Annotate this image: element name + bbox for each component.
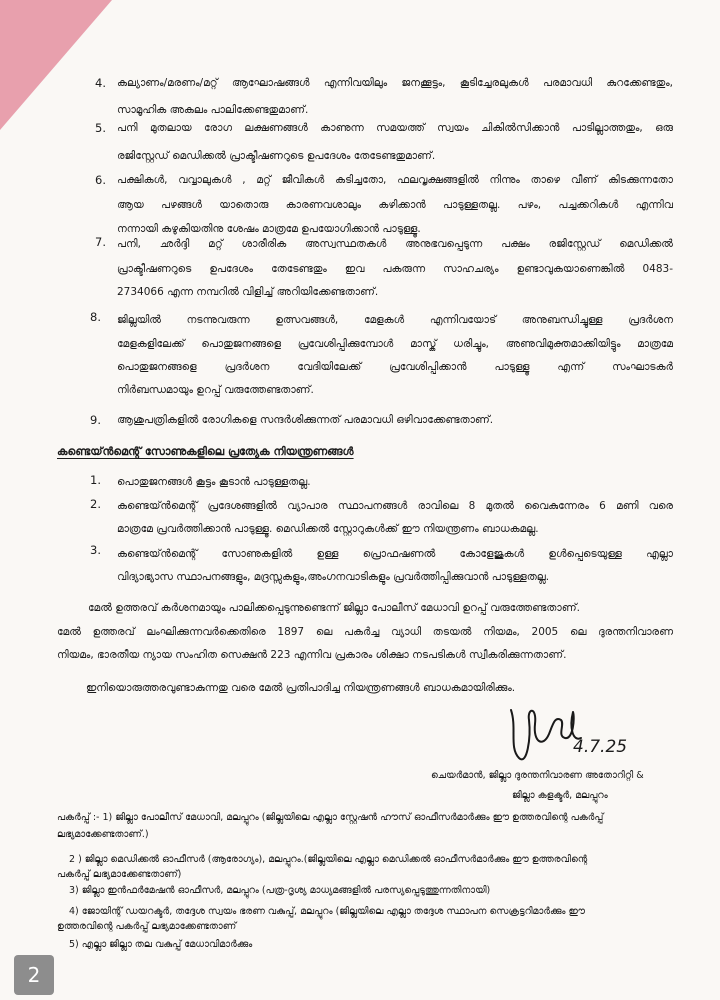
item-number: 9. bbox=[90, 413, 101, 427]
item-line: പൊതുജനങ്ങളെ പ്രദർശന വേദിയിലേക്ക് പ്രവേശിപ്പിക്കാൻ പാടുള്ളൂ എന്ന് സംഘാടകർ bbox=[117, 361, 673, 373]
signature bbox=[503, 698, 643, 768]
copy-line: 4) ജോയിന്റ് ഡയറക്ടർ, തദ്ദേശ സ്വയം ഭരണ വകുപ്പ്, മലപ്പുറം (ജില്ലയിലെ എല്ലാ തദ്ദേശ സ്ഥാപന സെക്രട്ടറിമാർക്കും ഈ bbox=[69, 906, 585, 917]
item-line: കണ്ടെയ്ൻമെന്റ് സോണുകളിൽ ഉള്ള പ്രൊഫഷണൽ കോളേജുകൾ ഉൾപ്പെടെയുള്ള എല്ലാ bbox=[117, 548, 673, 560]
section-heading: കണ്ടെയ്ൻമെന്റ് സോണുകളിലെ പ്രത്യേക നിയന്ത്രണങ്ങൾ bbox=[57, 445, 354, 458]
item-line: ആശുപത്രികളിൽ രോഗികളെ സന്ദർശിക്കുന്നത് പരമാവധി ഒഴിവാക്കേണ്ടതാണ്. bbox=[117, 414, 494, 426]
item-number: 4. bbox=[95, 76, 106, 90]
item-line: പനി മുതലായ രോഗ ലക്ഷണങ്ങൾ കാണുന്ന സമയത്ത് സ്വയം ചികിൽസിക്കാൻ പാടില്ലാത്തതും, ഒരു bbox=[117, 122, 673, 134]
item-line: ജില്ലയിൽ നടന്നുവരുന്ന ഉത്സവങ്ങൾ, മേളകൾ എന്നിവയോട് അനുബന്ധിച്ചുള്ള പ്രദർശന bbox=[117, 314, 673, 326]
copy-line: 3) ജില്ലാ ഇൻഫർമേഷൻ ഓഫീസർ, മലപ്പുറം (പത്ര-ദൃശ്യ മാധ്യമങ്ങളിൽ പരസ്യപ്പെടുത്തുന്നതിനായി) bbox=[69, 885, 491, 896]
item-number: 8. bbox=[90, 310, 101, 324]
item-line: വിദ്യാഭ്യാസ സ്ഥാപനങ്ങളും, മദ്രസ്സകളും,അംഗനവാടികളും പ്രവർത്തിപ്പിക്കുവാൻ പാടുള്ളതല്ല. bbox=[117, 571, 550, 583]
item-line: സാമൂഹിക അകലം പാലിക്കേണ്ടതുമാണ്. bbox=[117, 104, 309, 116]
item-number: 2. bbox=[90, 497, 101, 511]
item-number: 5. bbox=[95, 121, 106, 135]
item-line: പ്രാക്ടീഷണറുടെ ഉപദേശം തേടേണ്ടതും ഇവ പകരുന്ന സാഹചര്യം ഉണ്ടാവുകയാണെങ്കിൽ 0483- bbox=[117, 263, 673, 275]
item-line: നിർബന്ധമായും ഉറപ്പ് വരുത്തേണ്ടതാണ്. bbox=[117, 384, 314, 396]
item-line: പൊതുജനങ്ങൾ കൂട്ടം കൂടാൻ പാടുള്ളതല്ല. bbox=[117, 476, 311, 488]
item-number: 7. bbox=[95, 235, 106, 249]
paragraph-line: മേൽ ഉത്തരവ് കർശനമായും പാലിക്കപ്പെടുന്നുണ്ടെന്ന് ജില്ലാ പോലീസ് മേധാവി ഉറപ്പ് വരുത്തേണ്ടതാണ്. bbox=[88, 602, 580, 614]
item-line: ആയ പഴങ്ങൾ യാതൊരു കാരണവശാലും കഴിക്കാൻ പാടുള്ളതല്ല. പഴം, പച്ചക്കറികൾ എന്നിവ bbox=[117, 199, 673, 211]
validity-paragraph: ഇനിയൊരുത്തരവുണ്ടാകുന്നതു വരെ മേൽ പ്രതിപാദിച്ച നിയന്ത്രണങ്ങൾ ബാധകമായിരിക്കും. bbox=[86, 682, 516, 694]
signature-date: 4.7.25 bbox=[573, 737, 628, 757]
signatory-line: ചെയർമാൻ, ജില്ലാ ദുരന്തനിവാരണ അതോറിറ്റി & bbox=[431, 770, 644, 781]
item-line: നന്നായി കഴുകിയതിനു ശേഷം മാത്രമേ ഉപയോഗിക്കാൻ പാടുള്ളൂ. bbox=[117, 223, 421, 235]
item-number: 3. bbox=[90, 543, 101, 557]
item-line: പനി, ഛർദ്ദി മറ്റ് ശാരീരിക അസ്വസ്ഥതകൾ അനുഭവപ്പെടുന്ന പക്ഷം രജിസ്റ്റേഡ് മെഡിക്കൽ bbox=[117, 238, 673, 250]
item-line: രജിസ്റ്റേഡ് മെഡിക്കൽ പ്രാക്ടീഷണറുടെ ഉപദേശം തേടേണ്ടതുമാണ്. bbox=[117, 150, 436, 162]
pink-corner-tab bbox=[0, 0, 112, 130]
item-line: കല്യാണം/മരണം/മറ്റ് ആഘോഷങ്ങൾ എന്നിവയിലും ജനക്കൂട്ടം, കൂടിച്ചേരലുകൾ പരമാവധി കുറക്കേണ്ടതും, bbox=[117, 77, 673, 89]
item-line: മാത്രമേ പ്രവർത്തിക്കാൻ പാടുള്ളൂ. മെഡിക്കൽ സ്റ്റോറുകൾക്ക് ഈ നിയന്ത്രണം ബാധകമല്ല. bbox=[117, 523, 539, 535]
item-line: പക്ഷികൾ, വവ്വാലുകൾ , മറ്റ് ജീവികൾ കടിച്ചതോ, ഫലവൃക്ഷങ്ങളിൽ നിന്നും താഴെ വീണ് കിടക്കുന്നതോ bbox=[117, 174, 673, 186]
page-number-badge[interactable]: 2 bbox=[14, 955, 54, 995]
item-line: 2734066 എന്ന നമ്പറിൽ വിളിച്ച് അറിയിക്കേണ്ടതാണ്. bbox=[117, 286, 379, 298]
paragraph-line: നിയമം, ഭാരതീയ ന്യായ സംഹിത സെക്ഷൻ 223 എന്നിവ പ്രകാരം ശിക്ഷാ നടപടികൾ സ്വീകരിക്കുന്നതാണ്. bbox=[57, 649, 567, 661]
copy-line: 2 ) ജില്ലാ മെഡിക്കൽ ഓഫീസർ (ആരോഗ്യം), മലപ്പുറം.(ജില്ലയിലെ എല്ലാ മെഡിക്കൽ ഓഫീസർമാർക്കും ഈ ഉത്തരവിന്റെ bbox=[69, 854, 588, 865]
paragraph-line: മേൽ ഉത്തരവ് ലംഘിക്കുന്നവർക്കെതിരെ 1897 ലെ പകർച്ച വ്യാധി തടയൽ നിയമം, 2005 ലെ ദുരന്തനിവാരണ bbox=[57, 626, 673, 638]
item-number: 6. bbox=[95, 173, 106, 187]
copy-line: ലഭ്യമാക്കേണ്ടതാണ്.) bbox=[57, 829, 149, 840]
copy-line: പകർപ്പ് ലഭ്യമാക്കേണ്ടതാണ്) bbox=[57, 869, 182, 880]
copy-line: പകർപ്പ് :- 1) ജില്ലാ പോലീസ് മേധാവി, മലപ്പുറം (ജില്ലയിലെ എല്ലാ സ്റ്റേഷൻ ഹൗസ് ഓഫീസർമാർക്കും ഈ ഉത്തരവിന്റെ പകർപ്പ് bbox=[57, 812, 604, 823]
item-number: 1. bbox=[90, 473, 101, 487]
item-line: കണ്ടെയ്ൻമെന്റ് പ്രദേശങ്ങളിൽ വ്യാപാര സ്ഥാപനങ്ങൾ രാവിലെ 8 മുതൽ വൈകുന്നേരം 6 മണി വരെ bbox=[117, 500, 673, 512]
item-line: മേളകളിലേക്ക് പൊതുജനങ്ങളെ പ്രവേശിപ്പിക്കുമ്പോൾ മാസ്ക് ധരിച്ചും, അണുവിമുക്തമാക്കിയിട്ടും മാത്രമേ bbox=[117, 338, 673, 350]
copy-line: 5) എല്ലാ ജില്ലാ തല വകുപ്പ് മേധാവിമാർക്കും bbox=[69, 939, 253, 950]
copy-line: ഉത്തരവിന്റെ പകർപ്പ് ലഭ്യമാക്കേണ്ടതാണ് bbox=[57, 921, 237, 932]
signatory-line: ജില്ലാ കളക്ടർ, മലപ്പുറം bbox=[512, 790, 608, 801]
